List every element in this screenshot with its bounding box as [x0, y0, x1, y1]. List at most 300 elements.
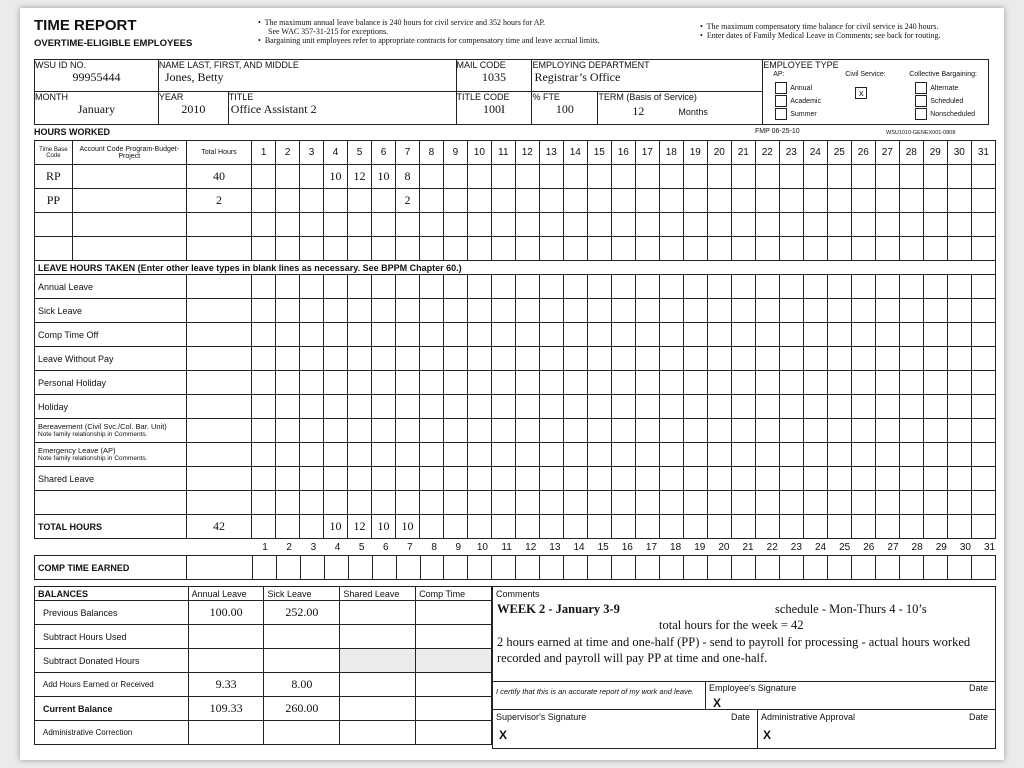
leave-day-cell[interactable] [947, 419, 971, 443]
leave-day-cell[interactable] [731, 395, 755, 419]
balance-value-cell[interactable]: 260.00 [264, 697, 340, 721]
leave-day-cell[interactable] [276, 491, 300, 515]
leave-day-cell[interactable] [323, 467, 347, 491]
balance-value-cell[interactable] [264, 721, 340, 745]
day-hours-cell[interactable] [875, 189, 899, 213]
day-hours-cell[interactable] [539, 237, 563, 261]
leave-day-cell[interactable] [395, 371, 419, 395]
leave-day-cell[interactable] [731, 467, 755, 491]
mail-code-cell[interactable]: MAIL CODE 1035 [456, 60, 532, 92]
balance-value-cell[interactable] [416, 721, 492, 745]
ap-summer-option[interactable]: Summer [775, 108, 821, 121]
day-hours-cell[interactable] [827, 213, 851, 237]
leave-day-cell[interactable] [467, 443, 491, 467]
leave-day-cell[interactable] [443, 371, 467, 395]
day-hours-cell[interactable] [515, 213, 539, 237]
leave-day-cell[interactable] [371, 491, 395, 515]
leave-day-cell[interactable] [851, 443, 875, 467]
leave-day-cell[interactable] [779, 419, 803, 443]
leave-day-cell[interactable] [875, 275, 899, 299]
leave-day-cell[interactable] [276, 299, 300, 323]
leave-day-cell[interactable] [707, 275, 731, 299]
day-hours-cell[interactable] [923, 165, 947, 189]
leave-day-cell[interactable] [899, 323, 923, 347]
day-hours-cell[interactable] [539, 165, 563, 189]
day-hours-cell[interactable] [563, 237, 587, 261]
leave-day-cell[interactable] [539, 299, 563, 323]
day-hours-cell[interactable] [347, 237, 371, 261]
leave-day-cell[interactable] [395, 299, 419, 323]
day-hours-cell[interactable] [252, 189, 276, 213]
checkbox-icon[interactable] [775, 95, 787, 107]
wsu-id-cell[interactable]: WSU ID NO. 99955444 [35, 60, 159, 92]
balance-value-cell[interactable] [416, 601, 492, 625]
leave-day-cell[interactable] [395, 347, 419, 371]
leave-day-cell[interactable] [323, 347, 347, 371]
leave-day-cell[interactable] [707, 347, 731, 371]
leave-day-cell[interactable] [683, 371, 707, 395]
leave-day-cell[interactable] [923, 395, 947, 419]
comp-time-day-cell[interactable] [756, 556, 780, 580]
day-hours-cell[interactable] [443, 213, 467, 237]
leave-day-cell[interactable] [755, 275, 779, 299]
leave-day-cell[interactable] [803, 347, 827, 371]
ap-annual-option[interactable]: Annual [775, 82, 821, 95]
leave-day-cell[interactable] [491, 419, 515, 443]
day-hours-cell[interactable] [443, 165, 467, 189]
leave-day-cell[interactable] [563, 371, 587, 395]
leave-day-cell[interactable] [491, 299, 515, 323]
leave-day-cell[interactable] [252, 299, 276, 323]
leave-day-cell[interactable] [827, 467, 851, 491]
leave-day-cell[interactable] [755, 443, 779, 467]
leave-day-cell[interactable] [300, 395, 324, 419]
leave-day-cell[interactable] [252, 419, 276, 443]
leave-day-cell[interactable] [443, 275, 467, 299]
comp-time-day-cell[interactable] [780, 556, 804, 580]
leave-day-cell[interactable] [419, 419, 443, 443]
leave-day-cell[interactable] [731, 299, 755, 323]
leave-day-cell[interactable] [276, 323, 300, 347]
leave-day-cell[interactable] [563, 419, 587, 443]
leave-day-cell[interactable] [395, 467, 419, 491]
leave-day-cell[interactable] [347, 347, 371, 371]
leave-day-cell[interactable] [707, 491, 731, 515]
leave-day-cell[interactable] [731, 275, 755, 299]
day-hours-cell[interactable] [707, 237, 731, 261]
leave-day-cell[interactable] [779, 491, 803, 515]
total-hours-cell[interactable] [186, 213, 251, 237]
leave-day-cell[interactable] [252, 467, 276, 491]
leave-day-cell[interactable] [539, 371, 563, 395]
day-hours-cell[interactable] [731, 213, 755, 237]
leave-day-cell[interactable] [323, 299, 347, 323]
balance-value-cell[interactable]: 9.33 [188, 673, 264, 697]
account-code-cell[interactable] [72, 165, 186, 189]
leave-day-cell[interactable] [659, 443, 683, 467]
leave-day-cell[interactable] [851, 371, 875, 395]
leave-day-cell[interactable] [779, 443, 803, 467]
leave-day-cell[interactable] [252, 491, 276, 515]
day-hours-cell[interactable] [611, 237, 635, 261]
leave-day-cell[interactable] [300, 275, 324, 299]
leave-day-cell[interactable] [947, 299, 971, 323]
leave-day-cell[interactable] [467, 371, 491, 395]
leave-total-cell[interactable] [186, 395, 251, 419]
leave-day-cell[interactable] [899, 467, 923, 491]
leave-day-cell[interactable] [443, 347, 467, 371]
balance-value-cell[interactable] [264, 625, 340, 649]
leave-day-cell[interactable] [300, 443, 324, 467]
leave-day-cell[interactable] [755, 323, 779, 347]
day-hours-cell[interactable] [707, 189, 731, 213]
day-hours-cell[interactable] [611, 213, 635, 237]
leave-day-cell[interactable] [707, 467, 731, 491]
leave-day-cell[interactable] [276, 395, 300, 419]
day-hours-cell[interactable]: 10 [323, 165, 347, 189]
leave-day-cell[interactable] [899, 299, 923, 323]
day-hours-cell[interactable] [659, 189, 683, 213]
leave-day-cell[interactable] [827, 347, 851, 371]
leave-day-cell[interactable] [276, 347, 300, 371]
leave-day-cell[interactable] [539, 467, 563, 491]
leave-day-cell[interactable] [923, 347, 947, 371]
leave-day-cell[interactable] [563, 491, 587, 515]
balance-value-cell[interactable] [340, 601, 416, 625]
leave-day-cell[interactable] [827, 419, 851, 443]
leave-day-cell[interactable] [923, 491, 947, 515]
leave-day-cell[interactable] [371, 395, 395, 419]
leave-day-cell[interactable] [276, 467, 300, 491]
leave-day-cell[interactable] [779, 467, 803, 491]
leave-day-cell[interactable] [803, 491, 827, 515]
day-hours-cell[interactable] [779, 237, 803, 261]
leave-day-cell[interactable] [635, 491, 659, 515]
day-hours-cell[interactable]: 10 [371, 165, 395, 189]
total-hours-cell[interactable]: 2 [186, 189, 251, 213]
comp-time-day-cell[interactable] [708, 556, 732, 580]
day-hours-cell[interactable] [923, 189, 947, 213]
leave-day-cell[interactable] [395, 443, 419, 467]
day-hours-cell[interactable] [252, 213, 276, 237]
leave-day-cell[interactable] [611, 491, 635, 515]
leave-day-cell[interactable] [635, 275, 659, 299]
leave-day-cell[interactable] [779, 371, 803, 395]
day-hours-cell[interactable] [467, 165, 491, 189]
balance-value-cell[interactable] [416, 697, 492, 721]
leave-day-cell[interactable] [923, 443, 947, 467]
day-hours-cell[interactable] [731, 165, 755, 189]
leave-day-cell[interactable] [803, 371, 827, 395]
leave-day-cell[interactable] [611, 467, 635, 491]
day-hours-cell[interactable]: 8 [395, 165, 419, 189]
leave-day-cell[interactable] [371, 443, 395, 467]
day-hours-cell[interactable] [587, 213, 611, 237]
leave-day-cell[interactable] [611, 299, 635, 323]
leave-day-cell[interactable] [971, 371, 995, 395]
leave-day-cell[interactable] [635, 347, 659, 371]
leave-day-cell[interactable] [563, 395, 587, 419]
leave-day-cell[interactable] [683, 395, 707, 419]
leave-day-cell[interactable] [419, 347, 443, 371]
leave-day-cell[interactable] [659, 275, 683, 299]
leave-day-cell[interactable] [419, 275, 443, 299]
leave-day-cell[interactable] [803, 395, 827, 419]
comp-time-day-cell[interactable] [804, 556, 828, 580]
day-hours-cell[interactable] [539, 213, 563, 237]
day-hours-cell[interactable] [851, 237, 875, 261]
day-hours-cell[interactable] [707, 165, 731, 189]
balance-value-cell[interactable] [340, 721, 416, 745]
day-hours-cell[interactable] [779, 165, 803, 189]
leave-day-cell[interactable] [587, 419, 611, 443]
day-hours-cell[interactable] [491, 189, 515, 213]
leave-day-cell[interactable] [971, 395, 995, 419]
leave-day-cell[interactable] [491, 323, 515, 347]
day-hours-cell[interactable] [587, 237, 611, 261]
leave-day-cell[interactable] [947, 347, 971, 371]
leave-day-cell[interactable] [276, 371, 300, 395]
day-hours-cell[interactable] [300, 165, 324, 189]
day-hours-cell[interactable] [419, 237, 443, 261]
leave-day-cell[interactable] [611, 371, 635, 395]
day-hours-cell[interactable] [875, 237, 899, 261]
leave-day-cell[interactable] [707, 443, 731, 467]
day-hours-cell[interactable] [539, 189, 563, 213]
checkbox-icon[interactable] [915, 108, 927, 120]
day-hours-cell[interactable] [252, 237, 276, 261]
balance-value-cell[interactable] [188, 721, 264, 745]
time-base-code-cell[interactable] [35, 237, 73, 261]
leave-day-cell[interactable] [347, 299, 371, 323]
leave-day-cell[interactable] [635, 323, 659, 347]
day-hours-cell[interactable] [300, 213, 324, 237]
leave-day-cell[interactable] [779, 323, 803, 347]
leave-day-cell[interactable] [611, 275, 635, 299]
leave-day-cell[interactable] [851, 467, 875, 491]
leave-day-cell[interactable] [635, 395, 659, 419]
day-hours-cell[interactable] [827, 189, 851, 213]
comp-time-day-cell[interactable] [252, 556, 276, 580]
leave-day-cell[interactable] [300, 491, 324, 515]
leave-day-cell[interactable] [300, 323, 324, 347]
leave-day-cell[interactable] [515, 443, 539, 467]
leave-day-cell[interactable] [347, 467, 371, 491]
balance-value-cell[interactable] [188, 649, 264, 673]
leave-day-cell[interactable] [587, 491, 611, 515]
comp-time-day-cell[interactable] [420, 556, 444, 580]
leave-day-cell[interactable] [300, 347, 324, 371]
leave-day-cell[interactable] [635, 299, 659, 323]
balance-value-cell[interactable]: 8.00 [264, 673, 340, 697]
leave-day-cell[interactable] [371, 299, 395, 323]
leave-day-cell[interactable] [923, 323, 947, 347]
fte-cell[interactable]: % FTE 100 [532, 92, 598, 125]
leave-day-cell[interactable] [323, 419, 347, 443]
leave-day-cell[interactable] [611, 323, 635, 347]
leave-day-cell[interactable] [707, 395, 731, 419]
leave-day-cell[interactable] [971, 299, 995, 323]
leave-day-cell[interactable] [875, 299, 899, 323]
leave-total-cell[interactable] [186, 323, 251, 347]
leave-day-cell[interactable] [443, 395, 467, 419]
comp-time-day-cell[interactable] [612, 556, 636, 580]
day-hours-cell[interactable] [875, 165, 899, 189]
leave-day-cell[interactable] [419, 371, 443, 395]
leave-day-cell[interactable] [491, 443, 515, 467]
day-hours-cell[interactable] [659, 237, 683, 261]
leave-day-cell[interactable] [467, 395, 491, 419]
day-hours-cell[interactable] [947, 189, 971, 213]
leave-day-cell[interactable] [443, 323, 467, 347]
comp-time-day-cell[interactable] [636, 556, 660, 580]
comp-time-day-cell[interactable] [324, 556, 348, 580]
day-hours-cell[interactable] [467, 237, 491, 261]
leave-day-cell[interactable] [515, 371, 539, 395]
day-hours-cell[interactable] [587, 165, 611, 189]
leave-day-cell[interactable] [875, 491, 899, 515]
day-hours-cell[interactable] [515, 189, 539, 213]
leave-day-cell[interactable] [755, 395, 779, 419]
leave-day-cell[interactable] [587, 443, 611, 467]
leave-day-cell[interactable] [803, 275, 827, 299]
leave-day-cell[interactable] [371, 419, 395, 443]
leave-day-cell[interactable] [467, 299, 491, 323]
day-hours-cell[interactable] [300, 189, 324, 213]
day-hours-cell[interactable] [323, 189, 347, 213]
leave-day-cell[interactable] [515, 323, 539, 347]
leave-day-cell[interactable] [467, 419, 491, 443]
leave-day-cell[interactable] [803, 443, 827, 467]
leave-total-cell[interactable] [186, 443, 251, 467]
leave-day-cell[interactable] [851, 347, 875, 371]
day-hours-cell[interactable] [755, 213, 779, 237]
day-hours-cell[interactable] [252, 165, 276, 189]
title-cell[interactable]: TITLE Office Assistant 2 [228, 92, 456, 125]
leave-day-cell[interactable] [827, 491, 851, 515]
leave-day-cell[interactable] [779, 275, 803, 299]
leave-day-cell[interactable] [755, 419, 779, 443]
account-code-cell[interactable] [72, 189, 186, 213]
comp-time-day-cell[interactable] [348, 556, 372, 580]
day-hours-cell[interactable]: 2 [395, 189, 419, 213]
leave-day-cell[interactable] [851, 419, 875, 443]
day-hours-cell[interactable] [635, 237, 659, 261]
balance-value-cell[interactable] [416, 673, 492, 697]
leave-day-cell[interactable] [731, 347, 755, 371]
day-hours-cell[interactable] [276, 213, 300, 237]
leave-day-cell[interactable] [491, 395, 515, 419]
comp-time-day-cell[interactable] [516, 556, 540, 580]
leave-day-cell[interactable] [563, 275, 587, 299]
leave-day-cell[interactable] [611, 347, 635, 371]
day-hours-cell[interactable] [611, 165, 635, 189]
balance-value-cell[interactable] [416, 649, 492, 673]
day-hours-cell[interactable] [851, 189, 875, 213]
comp-time-day-cell[interactable] [540, 556, 564, 580]
leave-day-cell[interactable] [252, 275, 276, 299]
leave-day-cell[interactable] [803, 467, 827, 491]
leave-day-cell[interactable] [755, 299, 779, 323]
leave-day-cell[interactable] [323, 371, 347, 395]
leave-day-cell[interactable] [563, 467, 587, 491]
leave-day-cell[interactable] [755, 491, 779, 515]
comp-time-day-cell[interactable] [468, 556, 492, 580]
day-hours-cell[interactable]: 12 [347, 165, 371, 189]
leave-day-cell[interactable] [851, 275, 875, 299]
leave-day-cell[interactable] [659, 467, 683, 491]
leave-day-cell[interactable] [779, 395, 803, 419]
comp-time-day-cell[interactable] [564, 556, 588, 580]
day-hours-cell[interactable] [971, 213, 995, 237]
leave-day-cell[interactable] [443, 299, 467, 323]
day-hours-cell[interactable] [276, 189, 300, 213]
account-code-cell[interactable] [72, 213, 186, 237]
leave-day-cell[interactable] [395, 395, 419, 419]
checkbox-icon[interactable] [915, 82, 927, 94]
leave-day-cell[interactable] [395, 491, 419, 515]
leave-day-cell[interactable] [300, 299, 324, 323]
cb-nonscheduled-option[interactable]: Nonscheduled [915, 108, 975, 121]
comp-time-day-cell[interactable] [971, 556, 995, 580]
leave-day-cell[interactable] [467, 467, 491, 491]
leave-day-cell[interactable] [923, 467, 947, 491]
day-hours-cell[interactable] [803, 165, 827, 189]
leave-day-cell[interactable] [347, 443, 371, 467]
day-hours-cell[interactable] [467, 213, 491, 237]
comp-time-day-cell[interactable] [276, 556, 300, 580]
day-hours-cell[interactable] [323, 237, 347, 261]
checkbox-icon[interactable] [775, 108, 787, 120]
leave-total-cell[interactable] [186, 347, 251, 371]
cb-alternate-option[interactable]: Alternate [915, 82, 975, 95]
day-hours-cell[interactable] [683, 237, 707, 261]
leave-day-cell[interactable] [731, 371, 755, 395]
ap-academic-option[interactable]: Academic [775, 95, 821, 108]
leave-day-cell[interactable] [395, 323, 419, 347]
leave-day-cell[interactable] [419, 395, 443, 419]
leave-day-cell[interactable] [851, 299, 875, 323]
leave-day-cell[interactable] [587, 395, 611, 419]
day-hours-cell[interactable] [683, 189, 707, 213]
leave-day-cell[interactable] [467, 275, 491, 299]
leave-day-cell[interactable] [419, 467, 443, 491]
day-hours-cell[interactable] [755, 237, 779, 261]
day-hours-cell[interactable] [851, 213, 875, 237]
leave-day-cell[interactable] [539, 347, 563, 371]
leave-day-cell[interactable] [323, 323, 347, 347]
day-hours-cell[interactable] [491, 237, 515, 261]
leave-day-cell[interactable] [755, 371, 779, 395]
leave-day-cell[interactable] [491, 467, 515, 491]
leave-day-cell[interactable] [515, 275, 539, 299]
leave-day-cell[interactable] [276, 275, 300, 299]
leave-day-cell[interactable] [683, 323, 707, 347]
day-hours-cell[interactable] [659, 213, 683, 237]
leave-day-cell[interactable] [419, 491, 443, 515]
day-hours-cell[interactable] [300, 237, 324, 261]
leave-day-cell[interactable] [467, 323, 491, 347]
leave-day-cell[interactable] [563, 347, 587, 371]
leave-total-cell[interactable] [186, 371, 251, 395]
leave-day-cell[interactable] [683, 443, 707, 467]
leave-day-cell[interactable] [803, 323, 827, 347]
leave-day-cell[interactable] [587, 371, 611, 395]
comp-time-day-cell[interactable] [899, 556, 923, 580]
leave-day-cell[interactable] [827, 395, 851, 419]
leave-day-cell[interactable] [683, 347, 707, 371]
leave-day-cell[interactable] [707, 419, 731, 443]
